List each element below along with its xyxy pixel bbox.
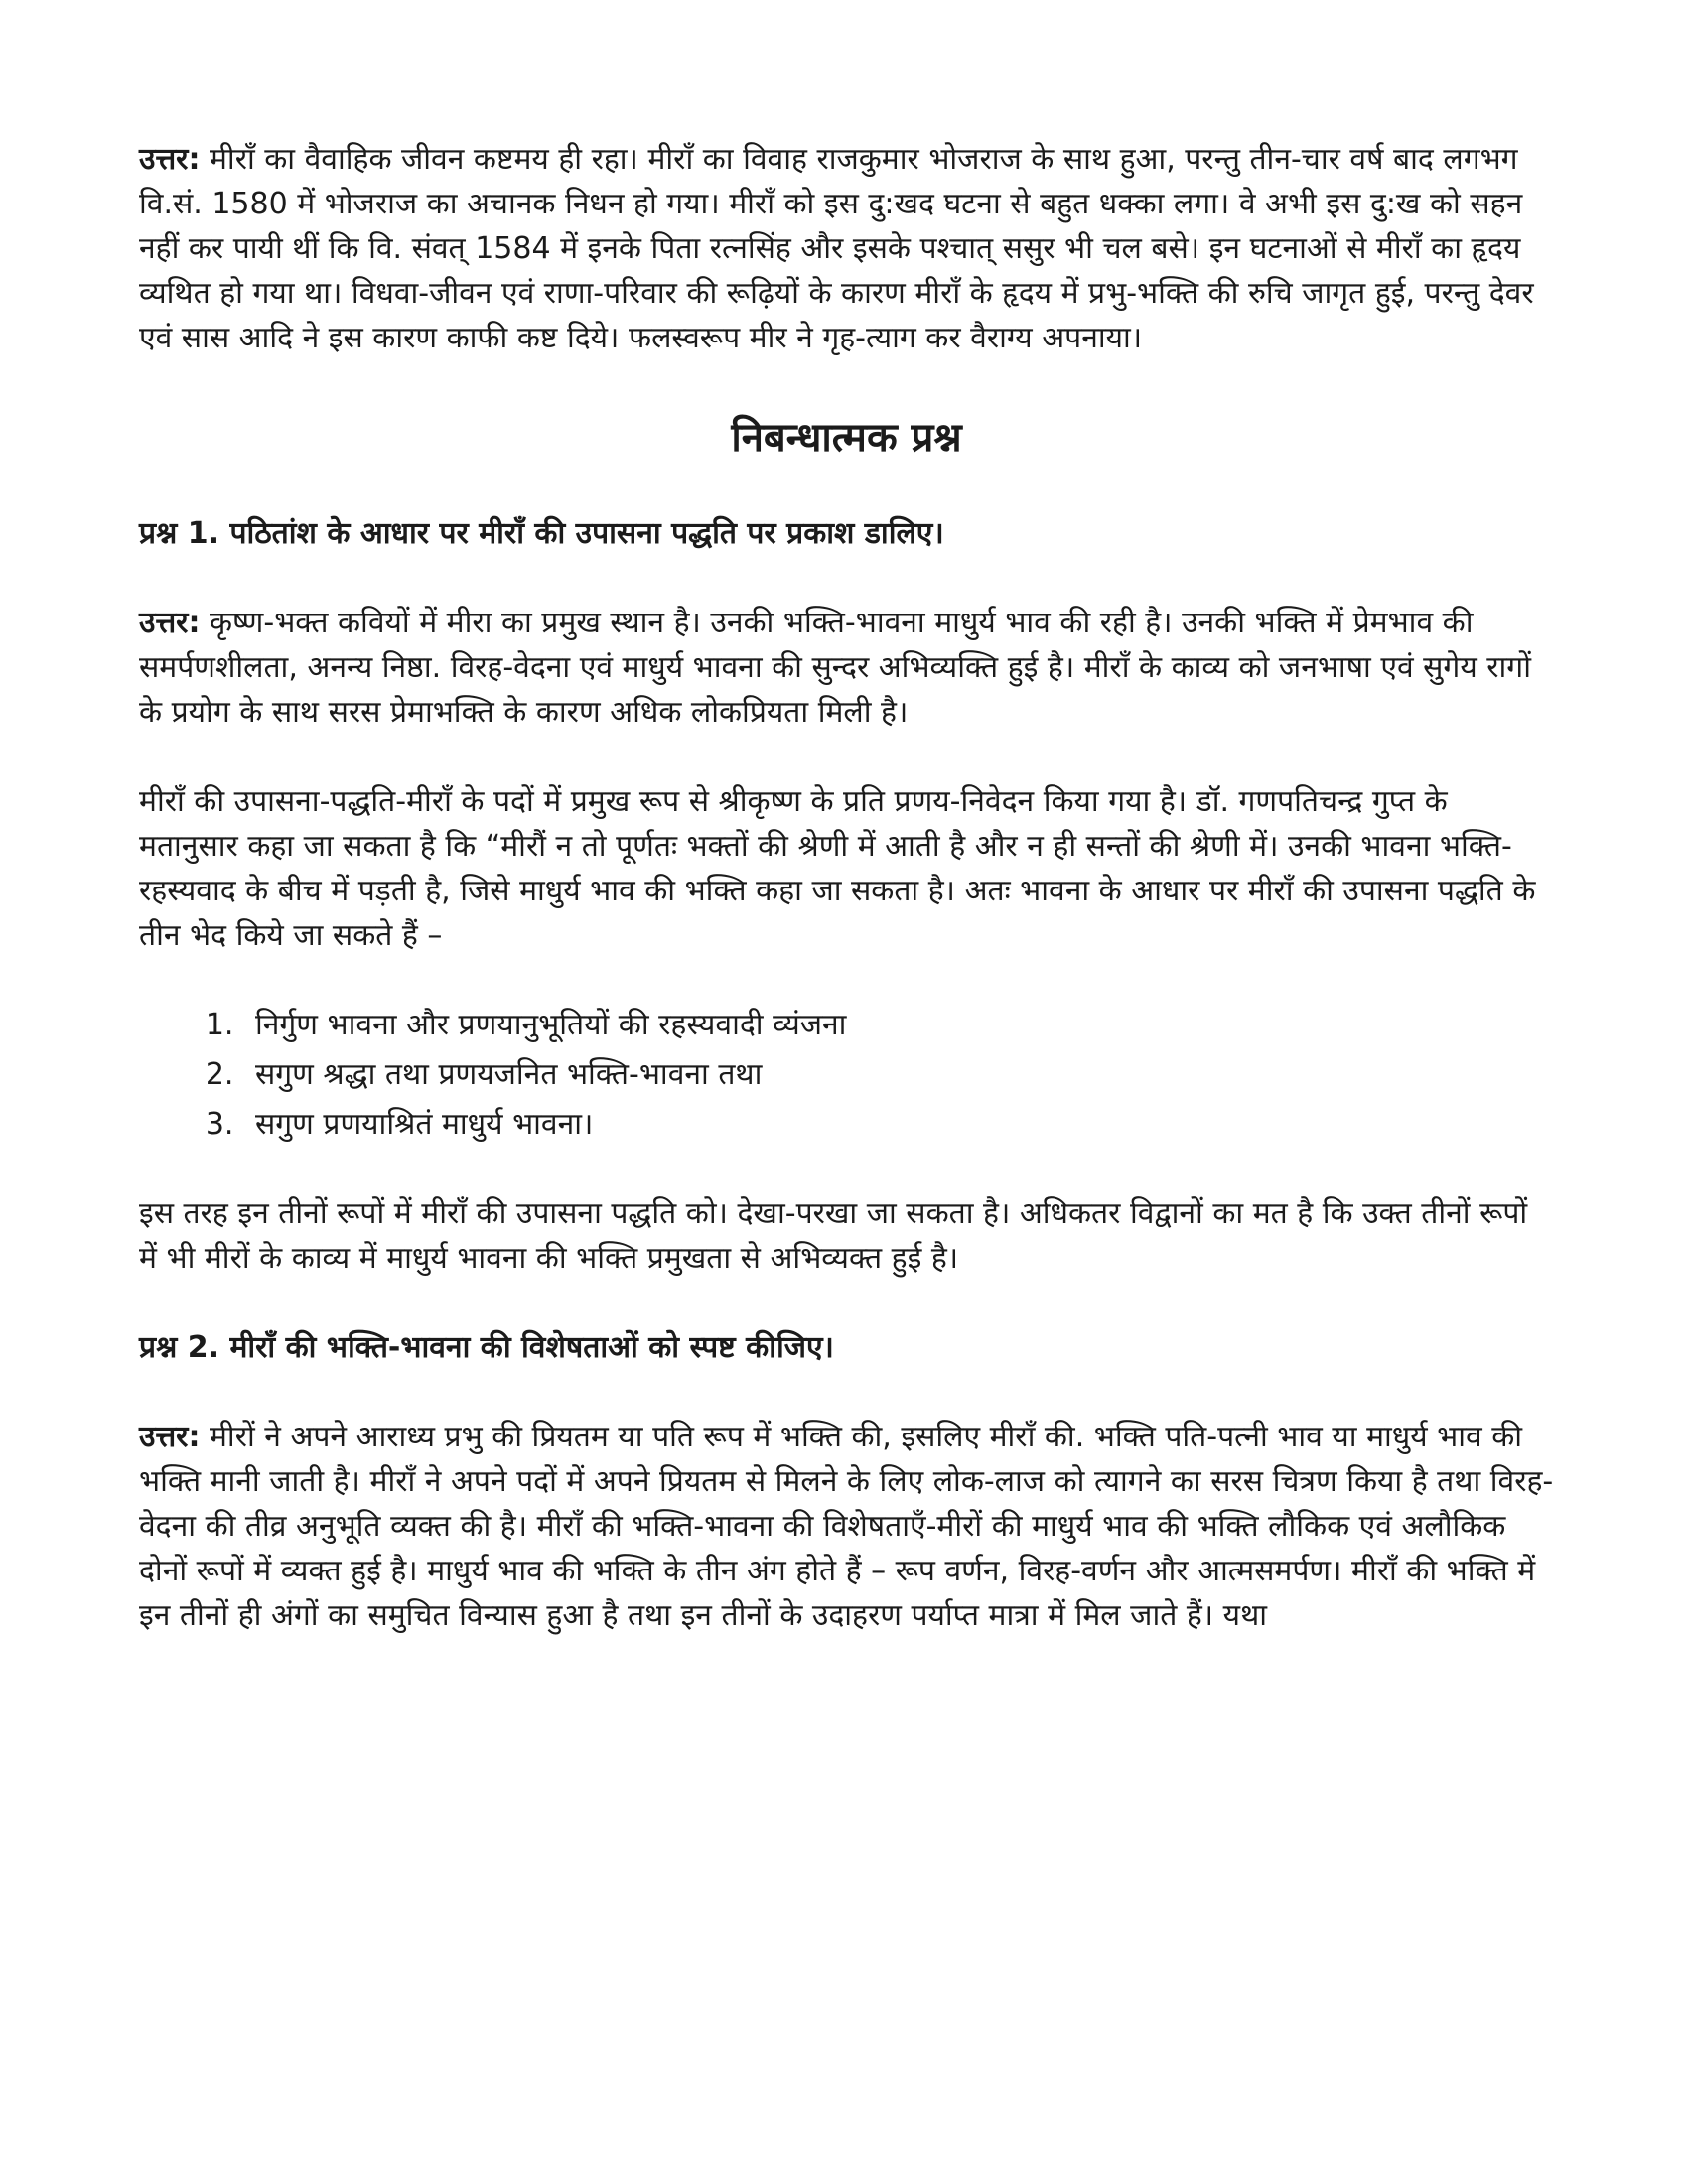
answer-label: उत्तर: (139, 606, 201, 640)
intro-answer-text: मीराँ का वैवाहिक जीवन कष्टमय ही रहा। मीराँ का विवाह राजकुमार भोजराज के साथ हुआ, परन्तु तीन-चार वर्ष बाद लगभग वि.सं. 1580 में भोजराज का अचानक निधन हो गया। मीराँ को इस दु:खद घटना से बहुत धक्का लगा। वे अभी इस दु:ख को सहन नहीं कर पायी थीं कि वि. संवत् 1584 में इनके पिता रत्नसिंह और इसके पश्चात् ससुर भी चल बसे। इन घटनाओं से मीराँ का हृदय व्यथित हो गया था। विधवा-जीवन एवं राणा-परिवार की रूढ़ियों के कारण मीराँ के हृदय में प्रभु-भक्ति की रुचि जागृत हुई, परन्तु देवर एवं सास आदि ने इस कारण काफी कष्ट दिये। फलस्वरूप मीर ने गृह-त्याग कर वैराग्य अपनाया। (139, 142, 1534, 355)
answer1-paragraph-1-text: कृष्ण-भक्त कवियों में मीरा का प्रमुख स्थान है। उनकी भक्ति-भावना माधुर्य भाव की रही है। उनकी भक्ति में प्रेमभाव की समर्पणशीलता, अनन्य निष्ठा. विरह-वेदना एवं माधुर्य भावना की सुन्दर अभिव्यक्ति हुई है। मीराँ के काव्य को जनभाषा एवं सुगेय रागों के प्रयोग के साथ सरस प्रेमाभक्ति के कारण अधिक लोकप्रियता मिली है। (139, 606, 1531, 730)
list-item: 3. सगुण प्रणयाश्रितं माधुर्य भावना। (243, 1102, 1554, 1147)
answer1-paragraph-1 (139, 601, 1554, 735)
list-item: 1. निर्गुण भावना और प्रणयानुभूतियों की रहस्यवादी व्यंजना (243, 1003, 1554, 1047)
intro-answer-paragraph (139, 137, 1554, 360)
question-1: प्रश्न 1. पठितांश के आधार पर मीराँ की उपासना पद्धति पर प्रकाश डालिए। (139, 516, 944, 551)
section-heading: निबन्धात्मक प्रश्न (731, 415, 962, 461)
answer1-paragraph-2: मीराँ की उपासना-पद्धति-मीराँ के पदों में प्रमुख रूप से श्रीकृष्ण के प्रति प्रणय-निवेदन किया गया है। डॉ. गणपतिचन्द्र गुप्त के मतानुसार कहा जा सकता है कि “मीरौं न तो पूर्णतः भक्तों की श्रेणी में आती है और न ही सन्तों की श्रेणी में। उनकी भावना भक्ति-रहस्यवाद के बीच में पड़ती है, जिसे माधुर्य भाव की भक्ति कहा जा सकता है। अतः भावना के आधार पर मीराँ की उपासना पद्धति के तीन भेद किये जा सकते हैं – (139, 784, 1536, 953)
answer2-paragraph-1-text: मीरों ने अपने आराध्य प्रभु की प्रियतम या पति रूप में भक्ति की, इसलिए मीराँ की. भक्ति पति-पत्नी भाव या माधुर्य भाव की भक्ति मानी जाती है। मीराँ ने अपने पदों में अपने प्रियतम से मिलने के लिए लोक-लाज को त्यागने का सरस चित्रण किया है तथा विरह-वेदना की तीव्र अनुभूति व्यक्त की है। मीराँ की भक्ति-भावना की विशेषताएँ-मीरों की माधुर्य भाव की भक्ति लौकिक एवं अलौकिक दोनों रूपों में व्यक्त हुई है। माधुर्य भाव की भक्ति के तीन अंग होते हैं – रूप वर्णन, विरह-वर्णन और आत्मसमर्पण। मीराँ की भक्ति में इन तीनों ही अंगों का समुचित विन्यास हुआ है तथा इन तीनों के उदाहरण पर्याप्त मात्रा में मिल जाते हैं। यथा (139, 1420, 1554, 1633)
question-2: प्रश्न 2. मीराँ की भक्ति-भावना की विशेषताओं को स्पष्ट कीजिए। (139, 1330, 834, 1365)
answer2-paragraph-1 (139, 1415, 1554, 1638)
list-item: 2. सगुण श्रद्धा तथा प्रणयजनित भक्ति-भावना तथा (243, 1052, 1554, 1097)
answer-label: उत्तर: (139, 1420, 201, 1454)
worship-method-list (139, 1003, 1554, 1147)
answer1-paragraph-3: इस तरह इन तीनों रूपों में मीराँ की उपासना पद्धति को। देखा-परखा जा सकता है। अधिकतर विद्वानों का मत है कि उक्त तीनों रूपों में भी मीरों के काव्य में माधुर्य भावना की भक्ति प्रमुखता से अभिव्यक्त हुई है। (139, 1196, 1528, 1276)
answer-label: उत्तर: (139, 142, 201, 177)
